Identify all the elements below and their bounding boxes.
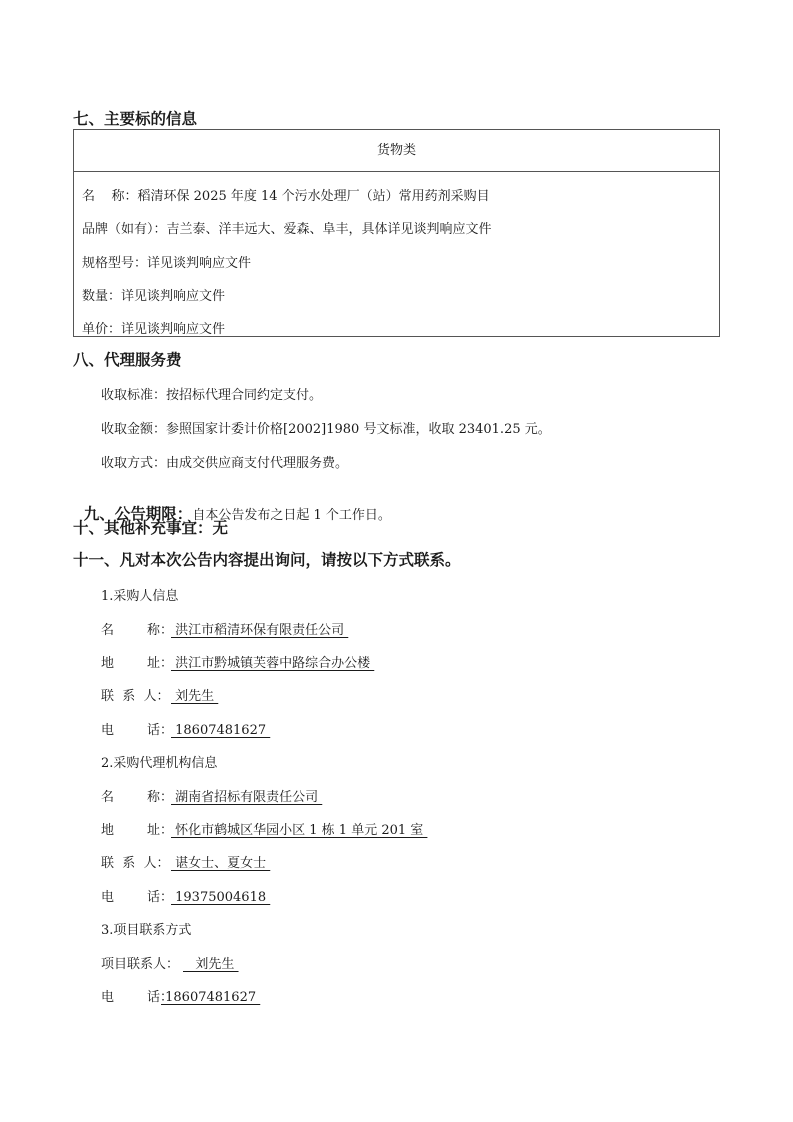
agency-phone-line <box>101 886 270 905</box>
buyer-name-label: 名 称： <box>101 623 174 638</box>
agency-phone: 19375004618 <box>171 890 271 905</box>
goods-row-spec: 规格型号：详见谈判响应文件 <box>82 256 252 271</box>
agency-contact: 谌女士、夏女士 <box>171 856 271 871</box>
buyer-addr-line <box>101 652 374 671</box>
section-7-title: 七、主要标的信息 <box>73 110 198 128</box>
project-phone-line <box>101 986 260 1005</box>
agency-addr-label: 地 址： <box>101 823 174 838</box>
agency-contact-label: 联 系 人： <box>101 856 170 871</box>
buyer-name: 洪江市稻清环保有限责任公司 <box>171 623 349 638</box>
section-9-text: 自本公告发布之日起 1 个工作日。 <box>192 508 391 523</box>
agency-contact-line <box>101 852 270 871</box>
section-11-title: 十一、凡对本次公告内容提出询问，请按以下方式联系。 <box>73 551 461 569</box>
project-contact: 刘先生 <box>183 957 239 972</box>
section-9-title: 九、公告期限： <box>83 505 193 523</box>
buyer-phone-line <box>101 719 270 738</box>
agency-name-line <box>101 786 322 805</box>
goods-row-name: 名 称：稻清环保 2025 年度 14 个污水处理厂（站）常用药剂采购目 <box>82 189 490 204</box>
project-contact-line <box>101 953 239 972</box>
fee-standard: 收取标准：按招标代理合同约定支付。 <box>101 388 323 403</box>
goods-row-brand: 品牌（如有）：吉兰泰、洋丰远大、爱森、阜丰，具体详见谈判响应文件 <box>82 222 492 237</box>
agency-addr-line <box>101 819 427 838</box>
fee-amount: 收取金额：参照国家计委计价格[2002]1980 号文标准，收取 23401.25 元。 <box>101 422 551 437</box>
agency-name: 湖南省招标有限责任公司 <box>171 790 323 805</box>
project-contact-label: 项目联系人： <box>101 957 180 972</box>
buyer-addr-label: 地 址： <box>101 656 174 671</box>
goods-table-header: 货物类 <box>74 130 719 172</box>
buyer-contact: 刘先生 <box>171 689 219 704</box>
agency-heading: 2.采购代理机构信息 <box>101 756 218 771</box>
agency-phone-label: 电 话： <box>101 890 174 905</box>
buyer-phone-label: 电 话： <box>101 723 174 738</box>
goods-row-quantity: 数量：详见谈判响应文件 <box>82 289 226 304</box>
project-phone-label: 电 话： <box>101 990 174 1005</box>
project-heading: 3.项目联系方式 <box>101 923 192 938</box>
goods-table <box>73 129 720 337</box>
buyer-phone: 18607481627 <box>171 723 271 738</box>
fee-method: 收取方式：由成交供应商支付代理服务费。 <box>101 456 349 471</box>
buyer-contact-line <box>101 685 218 704</box>
buyer-heading: 1.采购人信息 <box>101 589 179 604</box>
section-10-title: 十、其他补充事宜：无 <box>73 519 229 537</box>
buyer-contact-label: 联 系 人： <box>101 689 170 704</box>
buyer-addr: 洪江市黔城镇芙蓉中路综合办公楼 <box>171 656 375 671</box>
project-phone: 18607481627 <box>161 990 261 1005</box>
agency-addr: 怀化市鹤城区华园小区 1 栋 1 单元 201 室 <box>171 823 428 838</box>
goods-row-price: 单价：详见谈判响应文件 <box>82 322 226 337</box>
agency-name-label: 名 称： <box>101 790 174 805</box>
section-8-title: 八、代理服务费 <box>73 351 182 369</box>
buyer-name-line <box>101 619 348 638</box>
